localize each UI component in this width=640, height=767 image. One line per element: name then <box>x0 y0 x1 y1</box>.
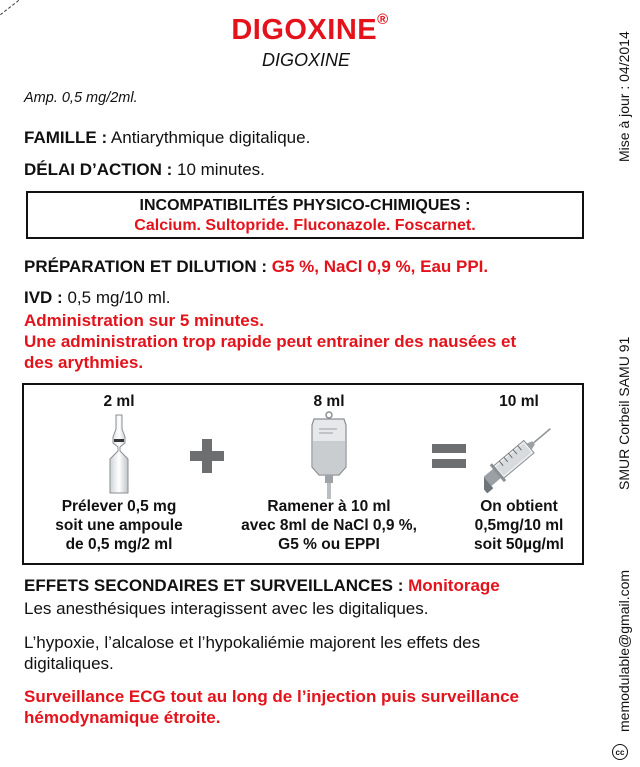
poche-text <box>224 385 434 565</box>
update-date: Mise à jour : 04/2014 <box>616 31 632 162</box>
preparation-label: PRÉPARATION ET DILUTION : <box>24 257 268 276</box>
seringue-volume: 10 ml <box>499 393 539 410</box>
ampoule-volume: 2 ml <box>103 393 135 410</box>
seringue-line3: soit 50µg/ml <box>474 536 564 553</box>
effets-label: EFFETS SECONDAIRES ET SURVEILLANCES : <box>24 576 404 595</box>
famille-label: FAMILLE : <box>24 128 108 147</box>
ampoule-line2: soit une ampoule <box>55 517 183 534</box>
ivd-warning-line1: Une administration trop rapide peut entrainer des nausées et <box>24 332 517 351</box>
incompatibilites-heading: INCOMPATIBILITÉS PHYSICO-CHIMIQUES : <box>139 197 471 214</box>
effets-para2 <box>24 632 599 674</box>
incompatibilites-value: Calcium. Sultopride. Fluconazole. Foscarnet. <box>134 217 476 234</box>
presentation: Amp. 0,5 mg/2ml. <box>24 90 138 106</box>
ampoule-line1: Prélever 0,5 mg <box>61 498 177 515</box>
surveillance-line1: Surveillance ECG tout au long de l’injection puis surveillance <box>24 687 520 706</box>
registered-mark: ® <box>377 11 389 29</box>
effets-value: Monitorage <box>408 576 500 595</box>
preparation-value: G5 %, NaCl 0,9 %, Eau PPI. <box>271 257 489 276</box>
delai-line <box>24 160 265 180</box>
drug-title-text: DIGOXINE <box>231 14 378 46</box>
ivd-value: 0,5 mg/10 ml. <box>67 288 171 307</box>
ivd-label: IVD : <box>24 288 63 307</box>
delai-value: 10 minutes. <box>177 160 265 179</box>
seringue-line1: On obtient <box>480 498 558 515</box>
ivd-warning-line2: des arythmies. <box>24 353 144 372</box>
poche-line3: G5 % ou EPPI <box>278 536 380 553</box>
organization: SMUR Corbeil SAMU 91 <box>616 336 632 490</box>
ampoule-text <box>24 385 214 565</box>
ampoule-line3: de 0,5 mg/2 ml <box>65 536 173 553</box>
creative-commons-icon: cc <box>612 744 628 760</box>
incompatibilites-box <box>26 191 584 239</box>
contact-email[interactable]: memodulable@gmail.com <box>616 569 632 732</box>
famille-value: Antiarythmique digitalique. <box>110 128 311 147</box>
poche-line2: avec 8ml de NaCl 0,9 %, <box>241 517 417 534</box>
poche-volume: 8 ml <box>313 393 345 410</box>
effets-para2-line1: L’hypoxie, l’alcalose et l’hypokaliémie majorent les effets des <box>24 633 481 652</box>
ivd-warning <box>24 310 599 373</box>
dilution-box <box>22 383 584 565</box>
effets-para2-line2: digitaliques. <box>24 654 114 673</box>
surveillance-line2: hémodynamique étroite. <box>24 708 221 727</box>
effets-line <box>24 576 500 596</box>
effets-para1: Les anesthésiques interagissent avec les digitaliques. <box>24 599 429 618</box>
drug-title <box>231 11 389 47</box>
seringue-line2: 0,5mg/10 ml <box>474 517 564 534</box>
seringue-text <box>444 385 594 565</box>
poche-line1: Ramener à 10 ml <box>267 498 391 515</box>
ivd-admin: Administration sur 5 minutes. <box>24 311 264 330</box>
preparation-line <box>24 257 488 277</box>
ivd-line <box>24 288 170 308</box>
drug-subtitle: DIGOXINE <box>262 50 351 70</box>
famille-line <box>24 128 310 148</box>
delai-label: DÉLAI D’ACTION : <box>24 160 173 179</box>
title-block <box>0 11 600 47</box>
surveillance <box>24 686 599 728</box>
